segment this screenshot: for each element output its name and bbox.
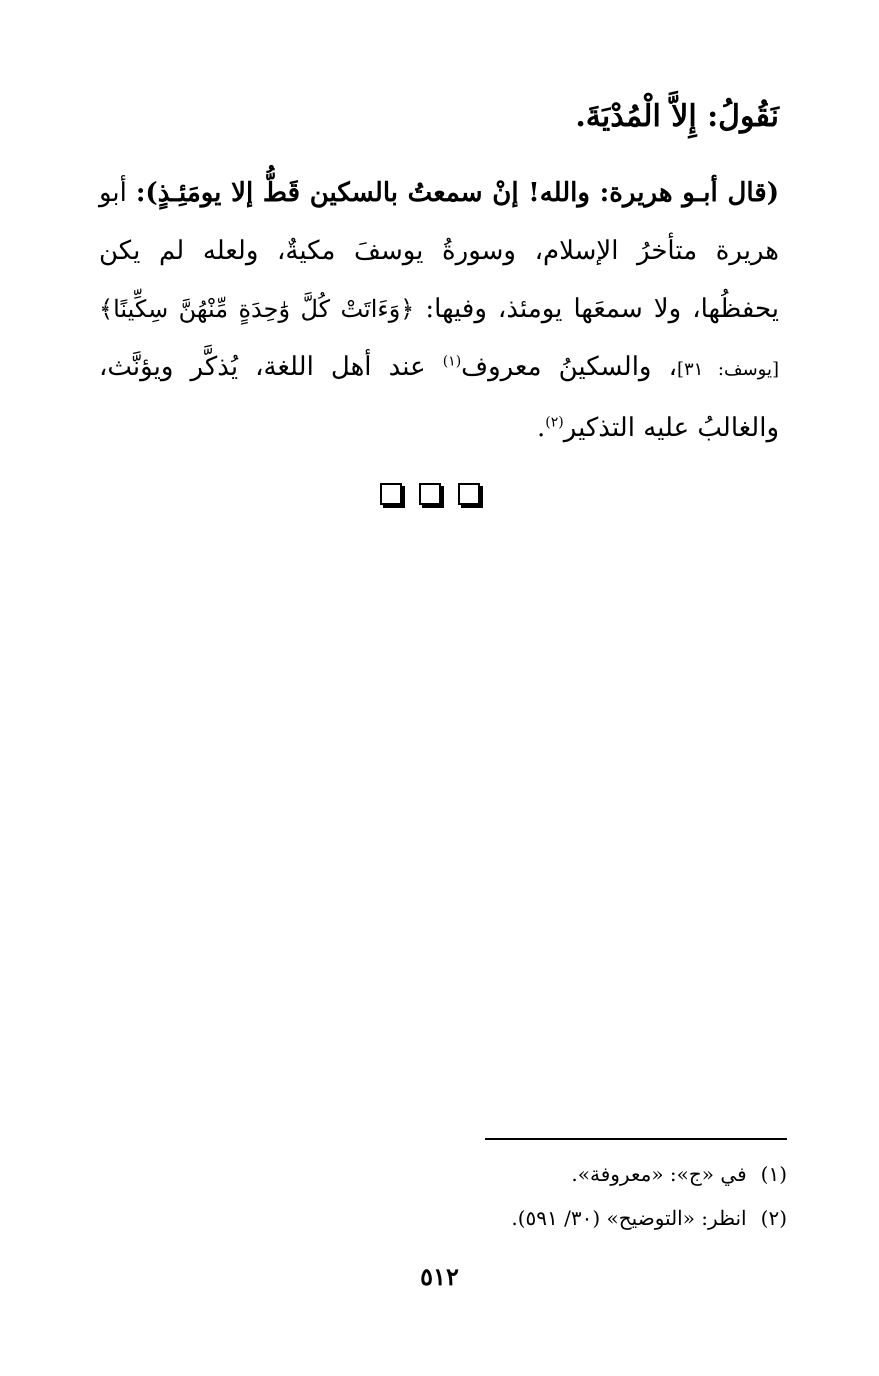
quran-reference: [يوسف: ٣١] <box>676 359 779 380</box>
paragraph-text-3: عند أهل اللغة، يُذكَّر ويؤنَّث، والغالبُ عليه التذكير <box>99 352 779 443</box>
page-number: ٥١٢ <box>420 1262 459 1291</box>
square-ornament-icon <box>458 483 480 505</box>
paragraph-text-1: أبو هريرة متأخرُ الإسلام، وسورةُ يوسفَ مكيةٌ، ولعله لم يكن يحفظُها، ولا سمعَها يومئذ، وفيها: <box>99 178 779 324</box>
footnotes <box>287 1152 787 1240</box>
footnote-marker-2[interactable]: (٢) <box>545 414 564 431</box>
footnote-marker-1[interactable]: (١) <box>442 353 462 370</box>
footnote-2 <box>287 1196 787 1240</box>
footnote-number: (١) <box>760 1162 787 1186</box>
footnote-number: (٢) <box>760 1206 787 1230</box>
square-ornament-icon <box>419 483 441 505</box>
footnote-text: انظر: «التوضيح» (٣٠/ ٥٩١). <box>511 1206 747 1230</box>
paragraph-text-2: ، والسكينُ معروف <box>461 352 677 382</box>
footnote-1 <box>287 1152 787 1196</box>
quran-verse: ﴿وَءَاتَتْ كُلَّ وَٰحِدَةٍ مِّنْهُنَّ سِكِّينًا﴾ <box>99 295 415 323</box>
body-paragraph <box>99 164 779 457</box>
paragraph-text-4: . <box>537 413 546 443</box>
hadith-quote: (قال أبـو هريرة: والله! إنْ سمعتُ بالسكين قَطُّ إلا يومَئِـذٍ): <box>135 178 779 208</box>
footnote-text: في «ج»: «معروفة». <box>571 1162 747 1186</box>
section-separator <box>380 483 480 507</box>
footnote-divider <box>485 1138 787 1140</box>
square-ornament-icon <box>380 483 402 505</box>
section-heading: نَقُولُ: إِلاَّ الْمُدْيَةَ. <box>575 99 779 134</box>
